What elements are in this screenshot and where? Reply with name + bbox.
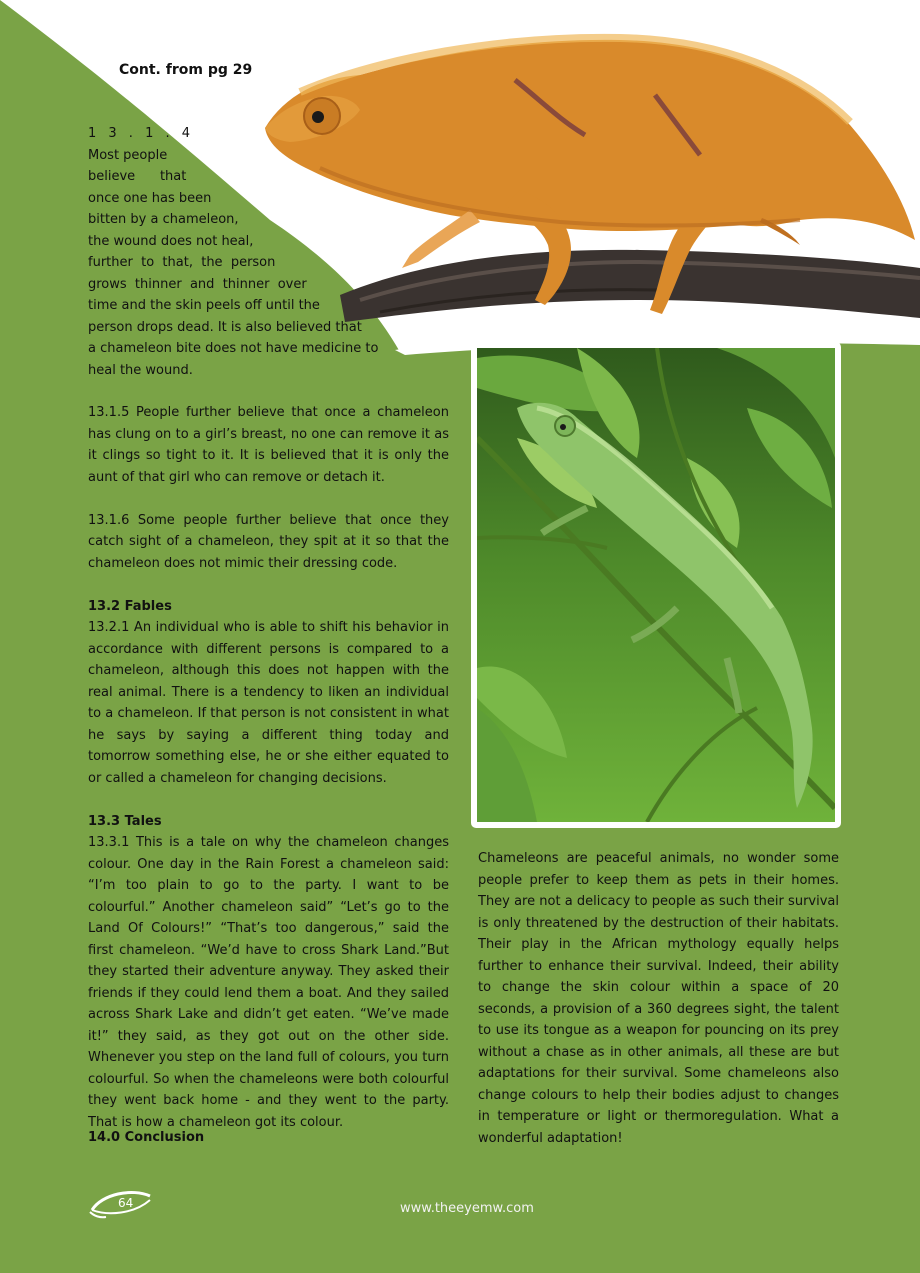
green-chameleon-illustration [477,348,835,822]
paragraph-13-3-1: 13.3.1 This is a tale on why the chameleon changes colour. One day in the Rain Forest a chameleon said: “I’m too plain to go to the party. I want to be colourful.” Another chameleon said” “Let’s go to the Land Of Colours!” “That’s too dangerous,” said the first chameleon. “We’d have to cross Shark Land.”But they started their adventure anyway. They asked their friends if they could lend them a boat. And they sailed across Shark Lake and didn’t get eaten. “We’ve made it!” they said, as they got out on the other side. Whenever you step on the land full of colours, you turn colourful. So when the chameleons were both colourful they went back home - and they went to the party. That is how a chameleon got its colour. [88,835,449,1130]
paragraph-13-1-6: 13.1.6 Some people further believe that once they catch sight of a chameleon, they spit at it so that the chameleon does not mimic their dressing code. [88,512,449,571]
photo-content [477,348,835,822]
intro-line: person drops dead. It is also believed that [88,319,362,335]
green-chameleon-photo [471,342,841,828]
intro-line: further to that, the person [88,255,276,270]
intro-line: 1 3 . 1 . 4 [88,126,195,141]
intro-line: Most people [88,147,168,163]
left-text-column [88,402,449,1155]
intro-line: bitten by a chameleon, [88,212,239,227]
website-link[interactable]: www.theeyemw.com [400,1201,534,1216]
heading-tales: 13.3 Tales [88,813,162,829]
heading-fables: 13.2 Fables [88,598,172,614]
intro-line: the wound does not heal, [88,233,254,249]
intro-line: believe that [88,169,187,184]
paragraph-13-1-5: 13.1.5 People further believe that once a chameleon has clung on to a girl’s breast, no one can remove it as it clings so tight to it. It is believed that it is only the aunt of that girl who can remove or detach it. [88,405,449,485]
continued-from-label: Cont. from pg 29 [119,62,253,78]
heading-conclusion: 14.0 Conclusion [88,1130,205,1145]
intro-line: time and the skin peels off until the [88,298,320,313]
paragraph-13-2-1: 13.2.1 An individual who is able to shift his behavior in accordance with different persons is compared to a chameleon, although this does not happen with the real animal. There is a tendency to liken an individual to a chameleon. If that person is not consistent in what he says by saying a different thing today and tomorrow something else, he or she either equated to or called a chameleon for changing decisions. [88,620,449,786]
intro-line: grows thinner and thinner over [88,276,307,292]
page-number: 64 [118,1196,134,1210]
intro-line: a chameleon bite does not have medicine to [88,341,379,356]
intro-wrapped-paragraph [88,123,378,381]
right-text-column: Chameleons are peaceful animals, no wonder some people prefer to keep them as pets in their homes. They are not a delicacy to people as such their survival is only threatened by the destruction of their habitats. Their play in the African mythology equally helps further to enhance their survival. Indeed, their ability to change the skin colour within a space of 20 seconds, a provision of a 360 degrees sight, the talent to use its tongue as a weapon for pouncing on its prey without a chase as in other animals, all these are but adaptations for their survival. Some chameleons also change colours to help their bodies adjust to changes in temperature or light or thermoregulation. What a wonderful adaptation! [478,851,839,1146]
intro-line: heal the wound. [88,362,193,378]
intro-line: once one has been [88,190,212,206]
